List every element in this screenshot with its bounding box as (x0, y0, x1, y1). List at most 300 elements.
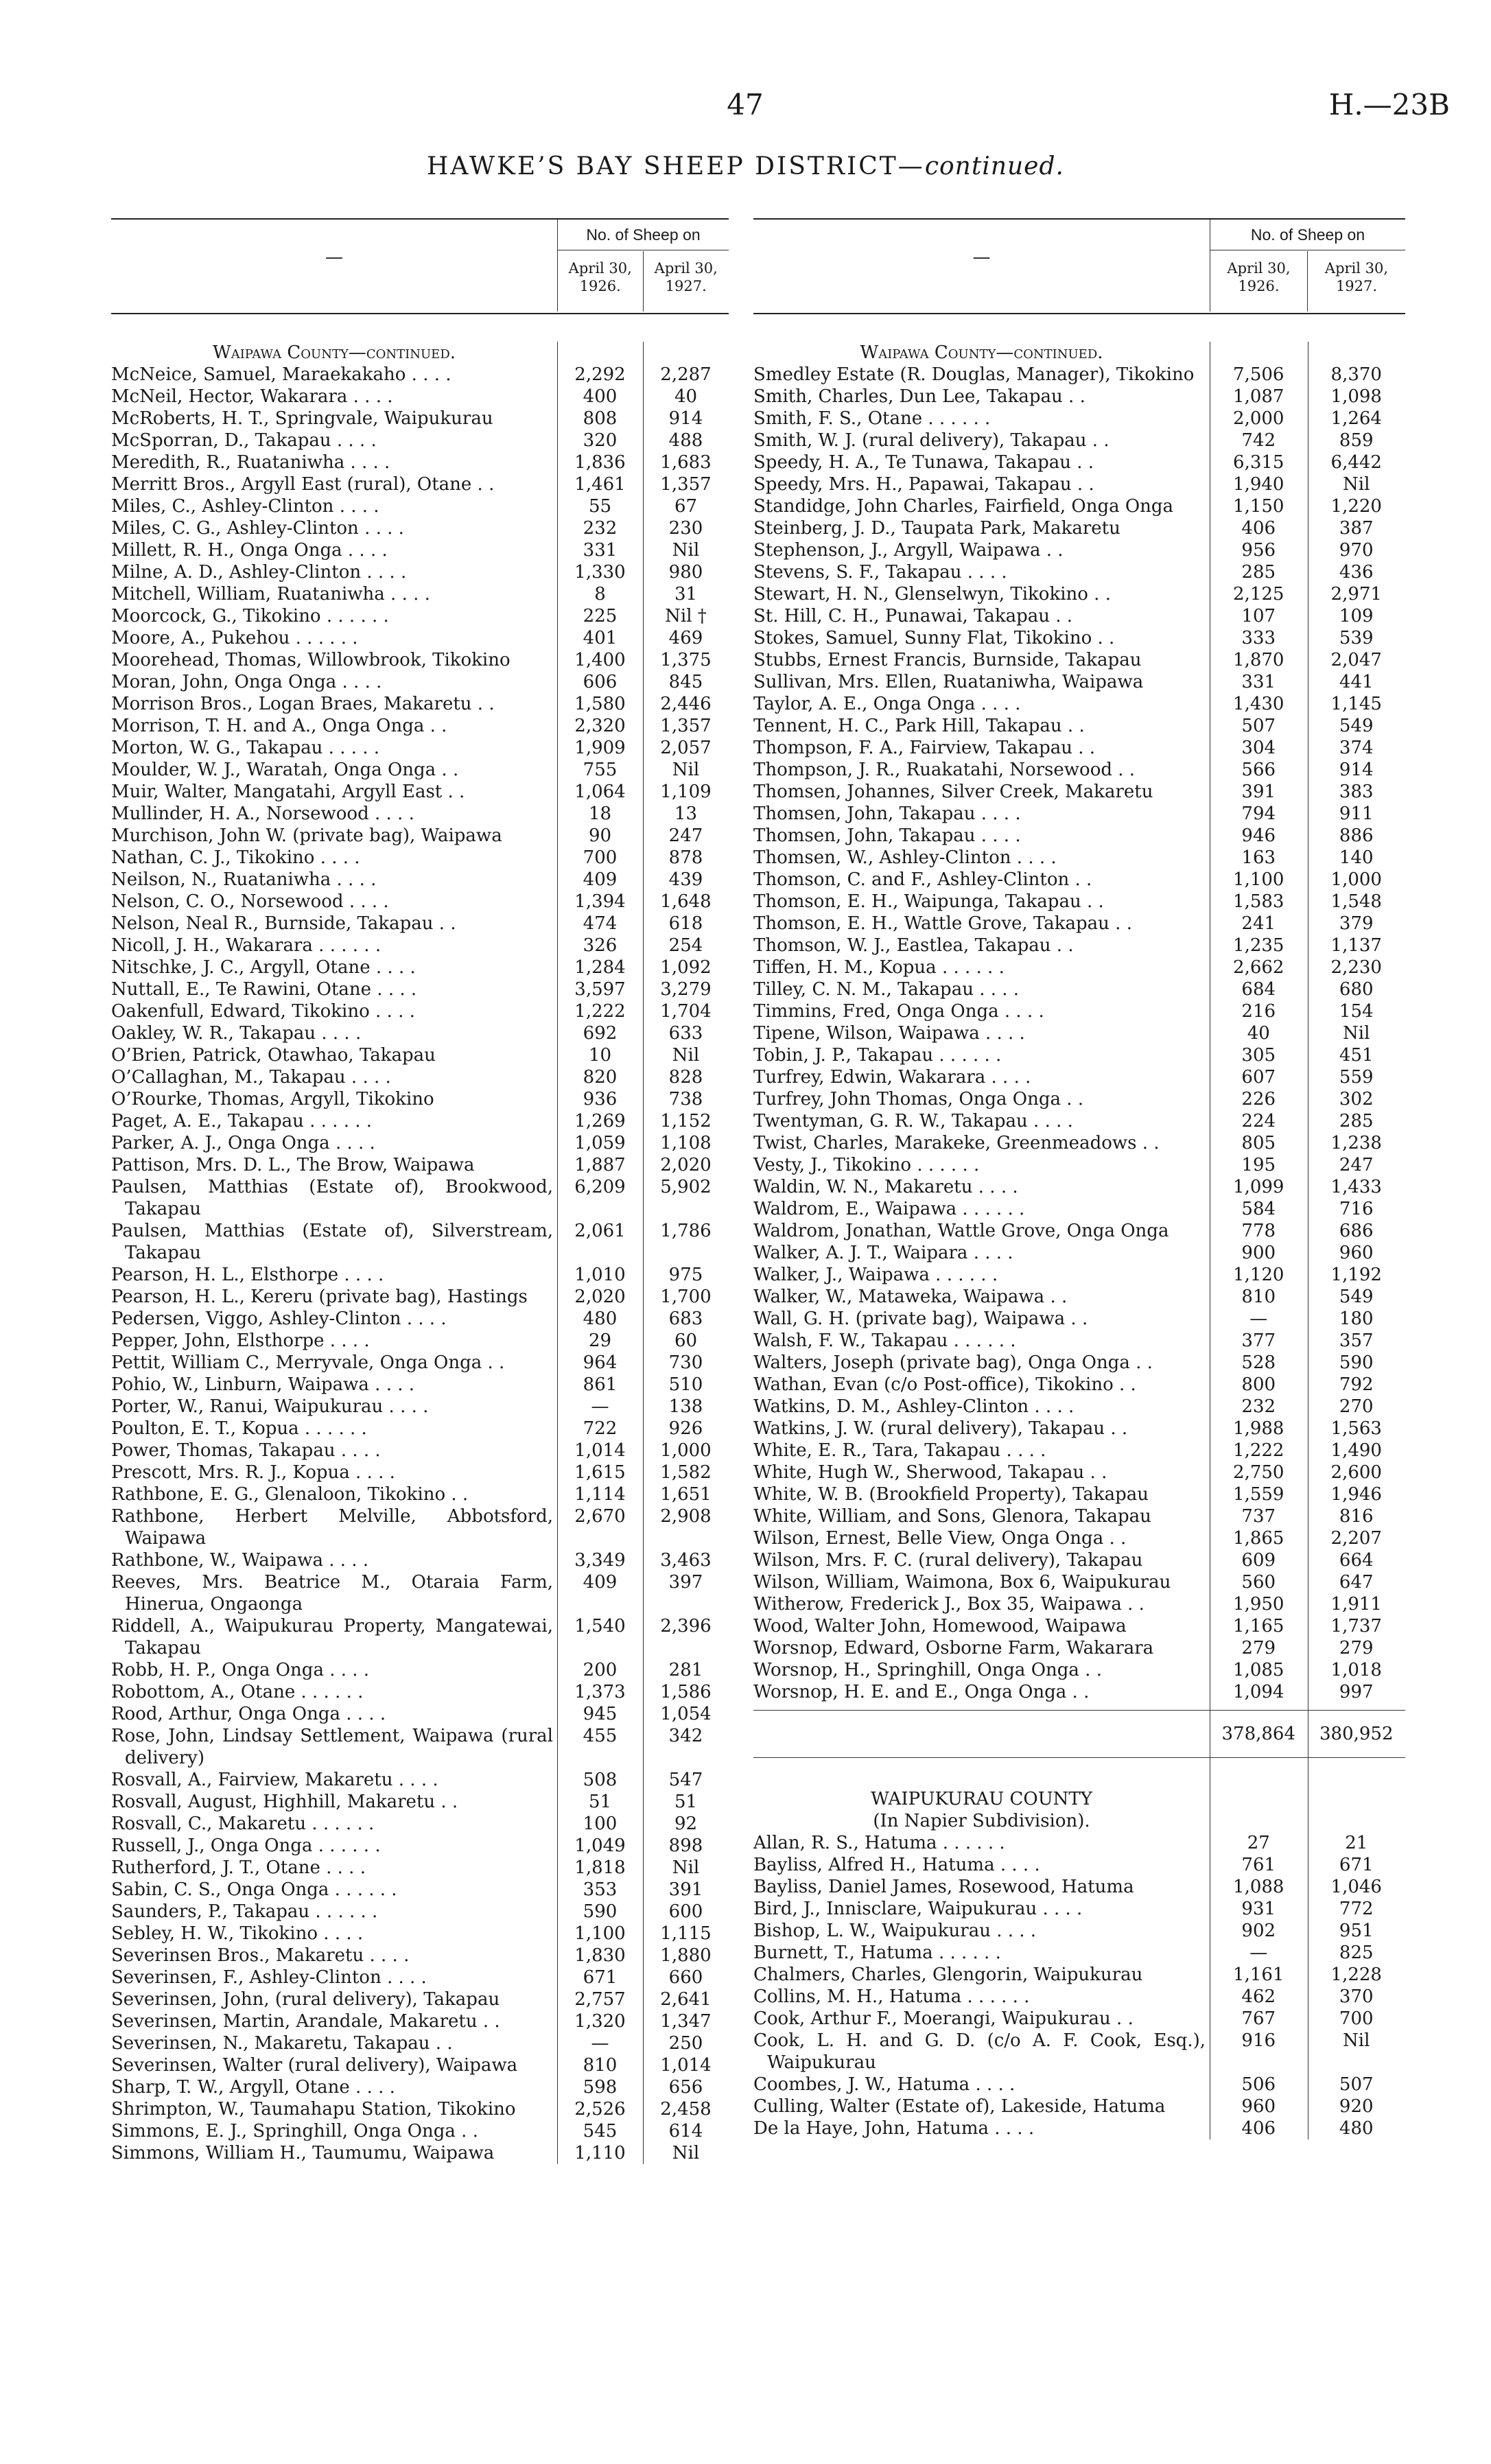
sheep-1927: 247 (1339, 1155, 1374, 1175)
owner-name: Walker, J., Waipawa . . . . . . (753, 1265, 998, 1285)
sheep-1926: 2,061 (574, 1221, 626, 1241)
sheep-1927: 700 (1339, 2008, 1374, 2029)
table-row (111, 1154, 729, 1176)
owner-name: White, William, and Sons, Glenora, Takapau (753, 1506, 1151, 1527)
sheep-1927: 549 (1339, 1287, 1374, 1307)
title-continued: continued. (924, 152, 1064, 180)
sheep-1927: 383 (1339, 782, 1374, 802)
table-row (111, 1901, 729, 1923)
sheep-1927: 1,109 (660, 782, 712, 802)
table-header (111, 218, 729, 314)
table-row (111, 1703, 729, 1725)
owner-name: Bayliss, Daniel James, Rosewood, Hatuma (753, 1877, 1134, 1897)
sheep-1926: 1,909 (574, 738, 626, 758)
owner-name: Speedy, H. A., Te Tunawa, Takapau . . (753, 452, 1094, 473)
sheep-1927: 387 (1339, 518, 1374, 539)
table-row (111, 1967, 729, 1988)
sheep-1926: 232 (1241, 1396, 1276, 1417)
sheep-1926: 1,099 (1233, 1177, 1284, 1197)
table-row (753, 1374, 1405, 1396)
sheep-1927: 1,651 (660, 1484, 712, 1505)
sheep-1927: 357 (1339, 1330, 1374, 1351)
owner-name: Waldrom, Jonathan, Wattle Grove, Onga Onga (753, 1221, 1169, 1241)
owner-name: Muir, Walter, Mangatahi, Argyll East . . (111, 782, 465, 802)
sheep-1926: 902 (1241, 1921, 1276, 1941)
sheep-1927: 664 (1339, 1550, 1374, 1571)
sheep-1926: 1,059 (574, 1133, 626, 1153)
sheep-1926: 55 (588, 496, 612, 517)
owner-name: Waldrom, E., Waipawa . . . . . . (753, 1199, 1025, 1219)
title-main: HAWKE’S BAY SHEEP DISTRICT— (427, 152, 925, 180)
table-row (753, 1920, 1405, 1942)
col-1926-header: April 30, 1926. (1210, 251, 1308, 312)
table-row (753, 1308, 1405, 1330)
table-row (111, 781, 729, 803)
table-row (753, 1264, 1405, 1286)
owner-name: Sharp, T. W., Argyll, Otane . . . . (111, 2077, 395, 2098)
owner-name: Tennent, H. C., Park Hill, Takapau . . (753, 716, 1085, 736)
owner-name: Pedersen, Viggo, Ashley-Clinton . . . . (111, 1309, 447, 1329)
table-row (111, 1857, 729, 1879)
sheep-1927: 370 (1339, 1986, 1374, 2007)
sheep-1927: 618 (668, 913, 703, 934)
table-row (111, 737, 729, 759)
sheep-1926: 2,125 (1233, 584, 1284, 605)
sheep-1927: 614 (668, 2121, 703, 2142)
sheep-1926: 584 (1241, 1199, 1276, 1219)
sheep-1926: 1,583 (1233, 891, 1284, 912)
table-row (753, 473, 1405, 495)
sheep-1926: — (1249, 1309, 1268, 1329)
sheep-1926: 409 (583, 1572, 618, 1593)
table-row (753, 364, 1405, 386)
sheep-1926: 320 (583, 430, 618, 451)
table-row (753, 1154, 1405, 1176)
owner-name: Coombes, J. W., Hatuma . . . . (753, 2074, 1015, 2095)
sheep-1926: 1,100 (1233, 869, 1284, 890)
sheep-1927: 1,014 (660, 2055, 712, 2076)
sheep-1926: 1,373 (574, 1682, 626, 1702)
sheep-1926: 285 (1241, 562, 1276, 583)
sheep-1926: 1,222 (574, 1001, 626, 1022)
owner-name: Worsnop, H., Springhill, Onga Onga . . (753, 1660, 1102, 1680)
sheep-1926: 2,662 (1233, 957, 1284, 978)
owner-name: Pearson, H. L., Kereru (private bag), Hastings (111, 1287, 528, 1307)
owner-name: Rosvall, C., Makaretu . . . . . . (111, 1814, 375, 1834)
sheep-1927: 772 (1339, 1899, 1374, 1919)
sheep-1926: 401 (583, 628, 618, 648)
sheep-1926: 671 (583, 1967, 618, 1988)
table-row (111, 649, 729, 671)
sheep-1927: 441 (1339, 672, 1374, 692)
sheep-1926: 1,014 (574, 1440, 626, 1461)
sheep-1926: 1,836 (574, 452, 626, 473)
table-row (753, 671, 1405, 693)
total-1927: 380,952 (1319, 1724, 1394, 1744)
table-row (111, 1483, 729, 1505)
sheep-1927: 488 (668, 430, 703, 451)
table-row (753, 803, 1405, 825)
table-row (753, 1088, 1405, 1110)
sheep-1927: 1,490 (1330, 1440, 1382, 1461)
sheep-1926: 755 (583, 760, 618, 780)
sheep-1926: 2,020 (574, 1287, 626, 1307)
sheep-1926: 100 (583, 1814, 618, 1834)
sheep-1926: 216 (1241, 1001, 1276, 1022)
sheep-1926: 51 (588, 1792, 612, 1812)
sheep-1926: 2,292 (574, 364, 626, 385)
owner-name: Pepper, John, Elsthorpe . . . . (111, 1330, 370, 1351)
table-row (111, 1791, 729, 1813)
sheep-1926: 1,615 (574, 1462, 626, 1483)
table-row (111, 1440, 729, 1462)
sheep-1927: 547 (668, 1770, 703, 1790)
table-row (111, 2054, 729, 2076)
owner-name: Rood, Arthur, Onga Onga . . . . (111, 1704, 386, 1724)
sheep-1927: 1,018 (1330, 1660, 1382, 1680)
owner-name: Steinberg, J. D., Taupata Park, Makaretu (753, 518, 1120, 539)
sheep-1927: 247 (668, 825, 703, 846)
sheep-1927: 154 (1339, 1001, 1374, 1022)
sheep-1927: 1,108 (660, 1133, 712, 1153)
owner-name: Severinsen, Walter (rural delivery), Waipawa (111, 2055, 518, 2076)
table-row (753, 1615, 1405, 1637)
left-column (111, 218, 729, 2164)
owner-name: Mullinder, H. A., Norsewood . . . . (111, 803, 414, 824)
sheep-1927: 1,152 (660, 1111, 712, 1131)
sheep-1926: 1,064 (574, 782, 626, 802)
sheep-1927: 1,704 (660, 1001, 712, 1022)
table-row (753, 1176, 1405, 1198)
table-row (753, 1462, 1405, 1483)
sheep-1926: 391 (1241, 782, 1276, 802)
right-column (753, 218, 1405, 2139)
owner-name: Sullivan, Mrs. Ellen, Ruataniwha, Waipawa (753, 672, 1144, 692)
sheep-1927: Nil (672, 1045, 700, 1066)
table-row (111, 1286, 729, 1308)
owner-name: Rosvall, A., Fairview, Makaretu . . . . (111, 1770, 438, 1790)
owner-name: Moulder, W. J., Waratah, Onga Onga . . (111, 760, 459, 780)
owner-name: Severinsen, N., Makaretu, Takapau . . (111, 2033, 453, 2054)
table-row (753, 495, 1405, 517)
table-row (111, 891, 729, 913)
sheep-1927: 2,020 (660, 1155, 712, 1175)
sheep-1926: 1,540 (574, 1616, 626, 1636)
owner-name: Timmins, Fred, Onga Onga . . . . (753, 1001, 1044, 1022)
table-row (111, 517, 729, 539)
owner-name: Watkins, J. W. (rural delivery), Takapau . . (753, 1418, 1128, 1439)
owner-name: Moore, A., Pukehou . . . . . . (111, 628, 358, 648)
sheep-1927: 1,092 (660, 957, 712, 978)
sheep-1926: 7,506 (1233, 364, 1284, 385)
sheep-1926: — (591, 2033, 609, 2054)
table-row (753, 649, 1405, 671)
owner-name: Riddell, A., Waipukurau Property, Mangatewai, Takapau (111, 1616, 553, 1658)
table-row (753, 781, 1405, 803)
owner-name: Walters, Joseph (private bag), Onga Onga . . (753, 1352, 1153, 1373)
owner-name: Thomsen, W., Ashley-Clinton . . . . (753, 847, 1057, 868)
table-row (111, 2032, 729, 2054)
table-row (111, 1330, 729, 1352)
owner-name: Pettit, William C., Merryvale, Onga Onga . . (111, 1352, 505, 1373)
sheep-1927: 1,137 (1330, 935, 1382, 956)
sheep-1927: 1,433 (1330, 1177, 1382, 1197)
table-row (753, 1527, 1405, 1549)
table-row (753, 1286, 1405, 1308)
owner-name: Millett, R. H., Onga Onga . . . . (111, 540, 388, 561)
sheep-1927: 792 (1339, 1374, 1374, 1395)
owner-name: Culling, Walter (Estate of), Lakeside, Hatuma (753, 2096, 1166, 2117)
sheep-1927: 451 (1339, 1045, 1374, 1066)
table-row (753, 2030, 1405, 2074)
sheep-1926: 960 (1241, 2096, 1276, 2117)
sheep-1927: 1,220 (1330, 496, 1382, 517)
sheep-1927: 600 (668, 1901, 703, 1922)
sheep-1927: 1,946 (1330, 1484, 1382, 1505)
owner-name: Walsh, F. W., Takapau . . . . . . (753, 1330, 1016, 1351)
sheep-1927: 898 (668, 1835, 703, 1856)
sheep-1926: 1,988 (1233, 1418, 1284, 1439)
table-row (111, 957, 729, 978)
owner-name: Worsnop, H. E. and E., Onga Onga . . (753, 1682, 1090, 1702)
sheep-1926: 1,161 (1233, 1964, 1284, 1985)
table-row (753, 1964, 1405, 1986)
sheep-1926: 90 (588, 825, 612, 846)
table-row (111, 693, 729, 715)
sheep-1927: 40 (674, 386, 698, 407)
sheep-1926: 406 (1241, 2118, 1276, 2139)
owner-name: Smith, Charles, Dun Lee, Takapau . . (753, 386, 1085, 407)
sheep-1927: 686 (1339, 1221, 1374, 1241)
owner-name: Rosvall, August, Highhill, Makaretu . . (111, 1792, 458, 1812)
sheep-1927: 926 (668, 1418, 703, 1439)
owner-name: Saunders, P., Takapau . . . . . . (111, 1901, 378, 1922)
table-row (111, 2142, 729, 2164)
table-row (111, 1813, 729, 1835)
sheep-1927: 3,279 (660, 979, 712, 1000)
sheep-1926: 778 (1241, 1221, 1276, 1241)
table-row (111, 430, 729, 451)
sheep-1926: 406 (1241, 518, 1276, 539)
sheep-1926: 861 (583, 1374, 618, 1395)
owner-name: Nitschke, J. C., Argyll, Otane . . . . (111, 957, 416, 978)
table-row (111, 2010, 729, 2032)
table-row (753, 1659, 1405, 1681)
table-row (753, 715, 1405, 737)
owner-name: Thomson, E. H., Waipunga, Takapau . . (753, 891, 1104, 912)
table-row (753, 1986, 1405, 2008)
table-row (111, 1879, 729, 1901)
sheep-1926: 333 (1241, 628, 1276, 648)
sheep-1927: 1,046 (1330, 1877, 1382, 1897)
sheep-1927: 1,548 (1330, 891, 1382, 912)
table-row (111, 1110, 729, 1132)
table-row (753, 869, 1405, 891)
sheep-1927: 1,357 (660, 716, 712, 736)
sheep-1926: 1,088 (1233, 1877, 1284, 1897)
sheep-1926: 163 (1241, 847, 1276, 868)
table-row (111, 605, 729, 627)
sheep-1927: 1,000 (1330, 869, 1382, 890)
table-row (111, 1988, 729, 2010)
owner-name: Paulsen, Matthias (Estate of), Brookwood, Takapau (111, 1177, 553, 1219)
sheep-1927: 914 (668, 408, 703, 429)
section-subheading: (In Napier Subdivision). (873, 1811, 1090, 1831)
sheep-1927: 920 (1339, 2096, 1374, 2117)
table-row (753, 2096, 1405, 2117)
owner-name: Walker, A. J. T., Waipara . . . . (753, 1243, 1013, 1263)
table-row (111, 1505, 729, 1549)
sheep-1926: 1,087 (1233, 386, 1284, 407)
sheep-1927: 886 (1339, 825, 1374, 846)
sheep-1926: 107 (1241, 606, 1276, 626)
sheep-1926: 1,950 (1233, 1594, 1284, 1615)
sheep-1927: 845 (668, 672, 703, 692)
table-row (753, 1637, 1405, 1659)
owner-name: Mitchell, William, Ruataniwha . . . . (111, 584, 430, 605)
sheep-1926: 3,597 (574, 979, 626, 1000)
sheep-1927: 3,463 (660, 1550, 712, 1571)
owner-name: Robottom, A., Otane . . . . . . (111, 1682, 364, 1702)
table-row (753, 1549, 1405, 1571)
sheep-1926: 794 (1241, 803, 1276, 824)
sheep-1927: 250 (668, 2033, 703, 2054)
table-row (111, 1176, 729, 1220)
section-heading: WAIPUKURAU COUNTY (871, 1789, 1092, 1809)
table-row (111, 913, 729, 935)
table-row (753, 605, 1405, 627)
table-row (753, 1876, 1405, 1898)
sheep-1927: 138 (668, 1396, 703, 1417)
sheep-1927: 13 (674, 803, 698, 824)
owner-name: Pearson, H. L., Elsthorpe . . . . (111, 1265, 384, 1285)
sheep-1926: 916 (1241, 2030, 1276, 2051)
owner-name: Stewart, H. N., Glenselwyn, Tikokino . . (753, 584, 1111, 605)
sheep-1926: 1,940 (1233, 474, 1284, 495)
sheep-1926: — (1249, 1943, 1268, 1963)
sheep-1926: 474 (583, 913, 618, 934)
sheep-count-header (1210, 220, 1405, 312)
table-row (111, 1044, 729, 1066)
sheep-1926: 200 (583, 1660, 618, 1680)
owner-name: Porter, W., Ranui, Waipukurau . . . . (111, 1396, 429, 1417)
sheep-1927: 436 (1339, 562, 1374, 583)
table-row (111, 386, 729, 408)
table-row (111, 408, 729, 430)
sheep-1927: 1,098 (1330, 386, 1382, 407)
table-row (111, 1022, 729, 1044)
sheep-1927: 738 (668, 1089, 703, 1110)
name-column-header: — (325, 247, 343, 268)
sheep-1926: 598 (583, 2077, 618, 2098)
sheep-1927: Nil (672, 1857, 700, 1878)
owner-name: Collins, M. H., Hatuma . . . . . . (753, 1986, 1030, 2007)
section-heading: Waipawa County—continued. (212, 342, 456, 363)
sheep-1926: 1,120 (1233, 1265, 1284, 1285)
table-row (753, 2008, 1405, 2030)
sheep-1927: 507 (1339, 2074, 1374, 2095)
owner-name: Thomson, E. H., Wattle Grove, Takapau . . (753, 913, 1132, 934)
sheep-1927: 109 (1339, 606, 1374, 626)
sheep-count-header (557, 220, 729, 312)
owner-name: Stubbs, Ernest Francis, Burnside, Takapau (753, 650, 1142, 670)
sheep-1927: 397 (668, 1572, 703, 1593)
table-row (111, 495, 729, 517)
sheep-1927: 997 (1339, 1682, 1374, 1702)
owner-name: Moorcock, G., Tikokino . . . . . . (111, 606, 389, 626)
sheep-1927: 2,446 (660, 694, 712, 714)
table-row (753, 693, 1405, 715)
sheep-1926: 2,000 (1233, 408, 1284, 429)
owner-name: McSporran, D., Takapau . . . . (111, 430, 377, 451)
owner-name: Milne, A. D., Ashley-Clinton . . . . (111, 562, 407, 583)
owner-name: Oakley, W. R., Takapau . . . . (111, 1023, 362, 1044)
sheep-1926: 590 (583, 1901, 618, 1922)
sheep-1926: 1,222 (1233, 1440, 1284, 1461)
sheep-1927: 911 (1339, 803, 1374, 824)
sheep-1927: 970 (1339, 540, 1374, 561)
table-row (111, 803, 729, 825)
owner-name: White, Hugh W., Sherwood, Takapau . . (753, 1462, 1107, 1483)
sheep-1927: 1,000 (660, 1440, 712, 1461)
sheep-1926: 1,320 (574, 2011, 626, 2032)
table-row (753, 1110, 1405, 1132)
sheep-1927: 2,287 (660, 364, 712, 385)
table-row (111, 583, 729, 605)
owner-name: Moran, John, Onga Onga . . . . (111, 672, 382, 692)
sheep-1927: 342 (668, 1726, 703, 1746)
table-row (753, 1942, 1405, 1964)
owner-name: Paulsen, Matthias (Estate of), Silverstream, Takapau (111, 1221, 553, 1263)
sheep-1927: 1,238 (1330, 1133, 1382, 1153)
sheep-1927: 2,047 (1330, 650, 1382, 670)
sheep-1927: Nil (672, 2143, 700, 2163)
owner-name: Thomson, C. and F., Ashley-Clinton . . (753, 869, 1092, 890)
sheep-1927: 1,700 (660, 1287, 712, 1307)
sheep-1926: 506 (1241, 2074, 1276, 2095)
owner-name: Smedley Estate (R. Douglas, Manager), Tikokino (753, 364, 1195, 385)
sheep-1926: 409 (583, 869, 618, 890)
sheep-1926: 1,461 (574, 474, 626, 495)
table-row (111, 1352, 729, 1374)
sheep-1927: 647 (1339, 1572, 1374, 1593)
owner-name: Sebley, H. W., Tikokino . . . . (111, 1923, 364, 1944)
sheep-1926: 27 (1247, 1833, 1270, 1853)
owner-name: Morton, W. G., Takapau . . . . . (111, 738, 380, 758)
table-row (111, 1132, 729, 1154)
sheep-1927: Nil (1343, 2030, 1370, 2051)
page-title (0, 152, 1491, 180)
owner-name: Turfrey, Edwin, Wakarara . . . . (753, 1067, 1031, 1088)
sheep-1927: 2,971 (1330, 584, 1382, 605)
owner-name: Turfrey, John Thomas, Onga Onga . . (753, 1089, 1084, 1110)
owner-name: Sabin, C. S., Onga Onga . . . . . . (111, 1879, 397, 1900)
table-row (753, 1352, 1405, 1374)
left-table-body (111, 342, 729, 2164)
sheep-1926: 737 (1241, 1506, 1276, 1527)
sheep-1926: 304 (1241, 738, 1276, 758)
owner-name: Tilley, C. N. M., Takapau . . . . (753, 979, 1020, 1000)
owner-name: Stevens, S. F., Takapau . . . . (753, 562, 1007, 583)
sheep-1926: 800 (1241, 1374, 1276, 1395)
table-row (111, 1088, 729, 1110)
owner-name: Neilson, N., Ruataniwha . . . . (111, 869, 377, 890)
table-row (111, 1923, 729, 1945)
sheep-1927: 660 (668, 1967, 703, 1988)
owner-name: Wilson, Mrs. F. C. (rural delivery), Takapau (753, 1550, 1143, 1571)
sheep-1926: 305 (1241, 1045, 1276, 1066)
sheep-1927: 1,586 (660, 1682, 712, 1702)
